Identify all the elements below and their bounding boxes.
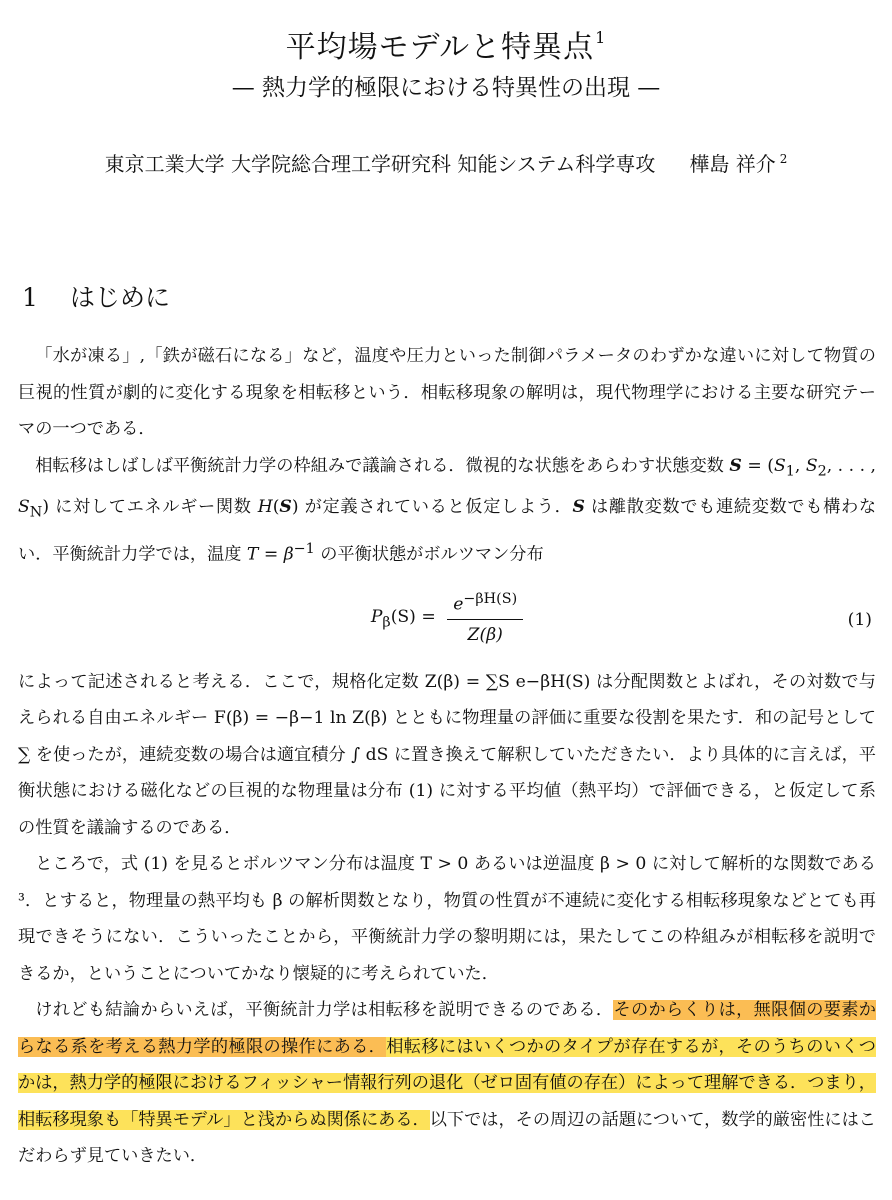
affiliation: 東京工業大学 大学院総合理工学研究科 知能システム科学専攻 — [104, 152, 656, 176]
paragraph-2: 相転移はしばしば平衡統計力学の枠組みで議論される．微視的な状態をあらわす状態変数 $S = (S_1$, $S_2$, . . . , $S_N$) に対してエネルギー関数 H(S) が定義されていると仮定しよう．S は離散変数でも連続変数でも構わない．平衡統計力学では，温度 $T = \beta^{-1}$ の平衡状態がボルツマン分布 — [18, 455, 877, 566]
section-number: 1 — [22, 283, 38, 312]
section-heading — [22, 280, 170, 316]
author-name: 樺島 祥介 — [689, 152, 776, 176]
author-footnote-mark: 2 — [779, 152, 788, 166]
paper-title — [0, 18, 892, 68]
author-line — [0, 144, 892, 179]
title-footnote-mark: 1 — [595, 28, 607, 47]
highlight-orange: そのからくりは，無限個の要素からなる系を考える熱力学的極限の操作にある． — [18, 1000, 876, 1057]
title-text: 平均場モデルと特異点 — [285, 30, 595, 65]
section-title: はじめに — [70, 283, 171, 312]
body-text — [18, 338, 876, 1175]
equation-1: $P_\beta(S)$ = $\frac{e^{-\beta H(S)}}{Z(\beta)}$ (1) — [18, 574, 876, 664]
equation-number: (1) — [847, 609, 872, 630]
paper-subtitle: — 熱力学的極限における特異性の出現 — — [231, 75, 661, 101]
highlight-yellow: 相転移にはいくつかのタイプが存在するが，そのうちのいくつかは，熱力学的極限におけるフィッシャー情報行列の退化（ゼロ固有値の存在）によって理解できる．つまり，相転移現象も「特異モデル」と浅からぬ関係にある． — [18, 1036, 876, 1130]
equation-fraction: $\frac{e^{-\beta H(S)}}{Z(\beta)}$ — [447, 584, 523, 651]
paragraph-3: によって記述されると考える．ここで，規格化定数 Z(β) = ∑S e−βH(S) は分配関数とよばれ，その対数で与えられる自由エネルギー F(β) = −β−1 ln Z(β) とともに物理量の評価に重要な役割を果たす．和の記号として ∑ を使ったが，連続変数の場合は適宜積分 ∫ dS に置き換えて解釈していただきたい．より具体的に言えば，平衡状態における磁化などの巨視的な物理量は分布 (1) に対する平均値（熱平均）で評価できる，と仮定して系の性質を議論するのである． — [18, 671, 876, 838]
equation-lhs: P — [370, 606, 383, 627]
paragraph-1: 「水が凍る」,「鉄が磁石になる」など，温度や圧力といった制御パラメータのわずかな違いに対して物質の巨視的性質が劇的に変化する現象を相転移という．相転移現象の解明は，現代物理学における主要な研究テーマの一つである． — [18, 346, 876, 439]
paragraph-5: けれども結論からいえば，平衡統計力学は相転移を説明できるのである．そのからくりは，無限個の要素からなる系を考える熱力学的極限の操作にある．相転移にはいくつかのタイプが存在するが，そのうちのいくつかは，熱力学的極限におけるフィッシャー情報行列の退化（ゼロ固有値の存在）によって理解できる．つまり，相転移現象も「特異モデル」と浅からぬ関係にある．以下では，その周辺の話題について，数学的厳密性にはこだわらず見ていきたい． — [18, 1000, 876, 1167]
paragraph-4: ところで，式 (1) を見るとボルツマン分布は温度 T > 0 あるいは逆温度 β > 0 に対して解析的な関数である³．とすると，物理量の熱平均も β の解析関数となり，物質の性質が不連続に変化する相転移現象などとても再現できそうにない．こういったことから，平衡統計力学の黎明期には，果たしてこの枠組みが相転移を説明できるか，ということについてかなり懐疑的に考えられていた． — [18, 854, 876, 984]
